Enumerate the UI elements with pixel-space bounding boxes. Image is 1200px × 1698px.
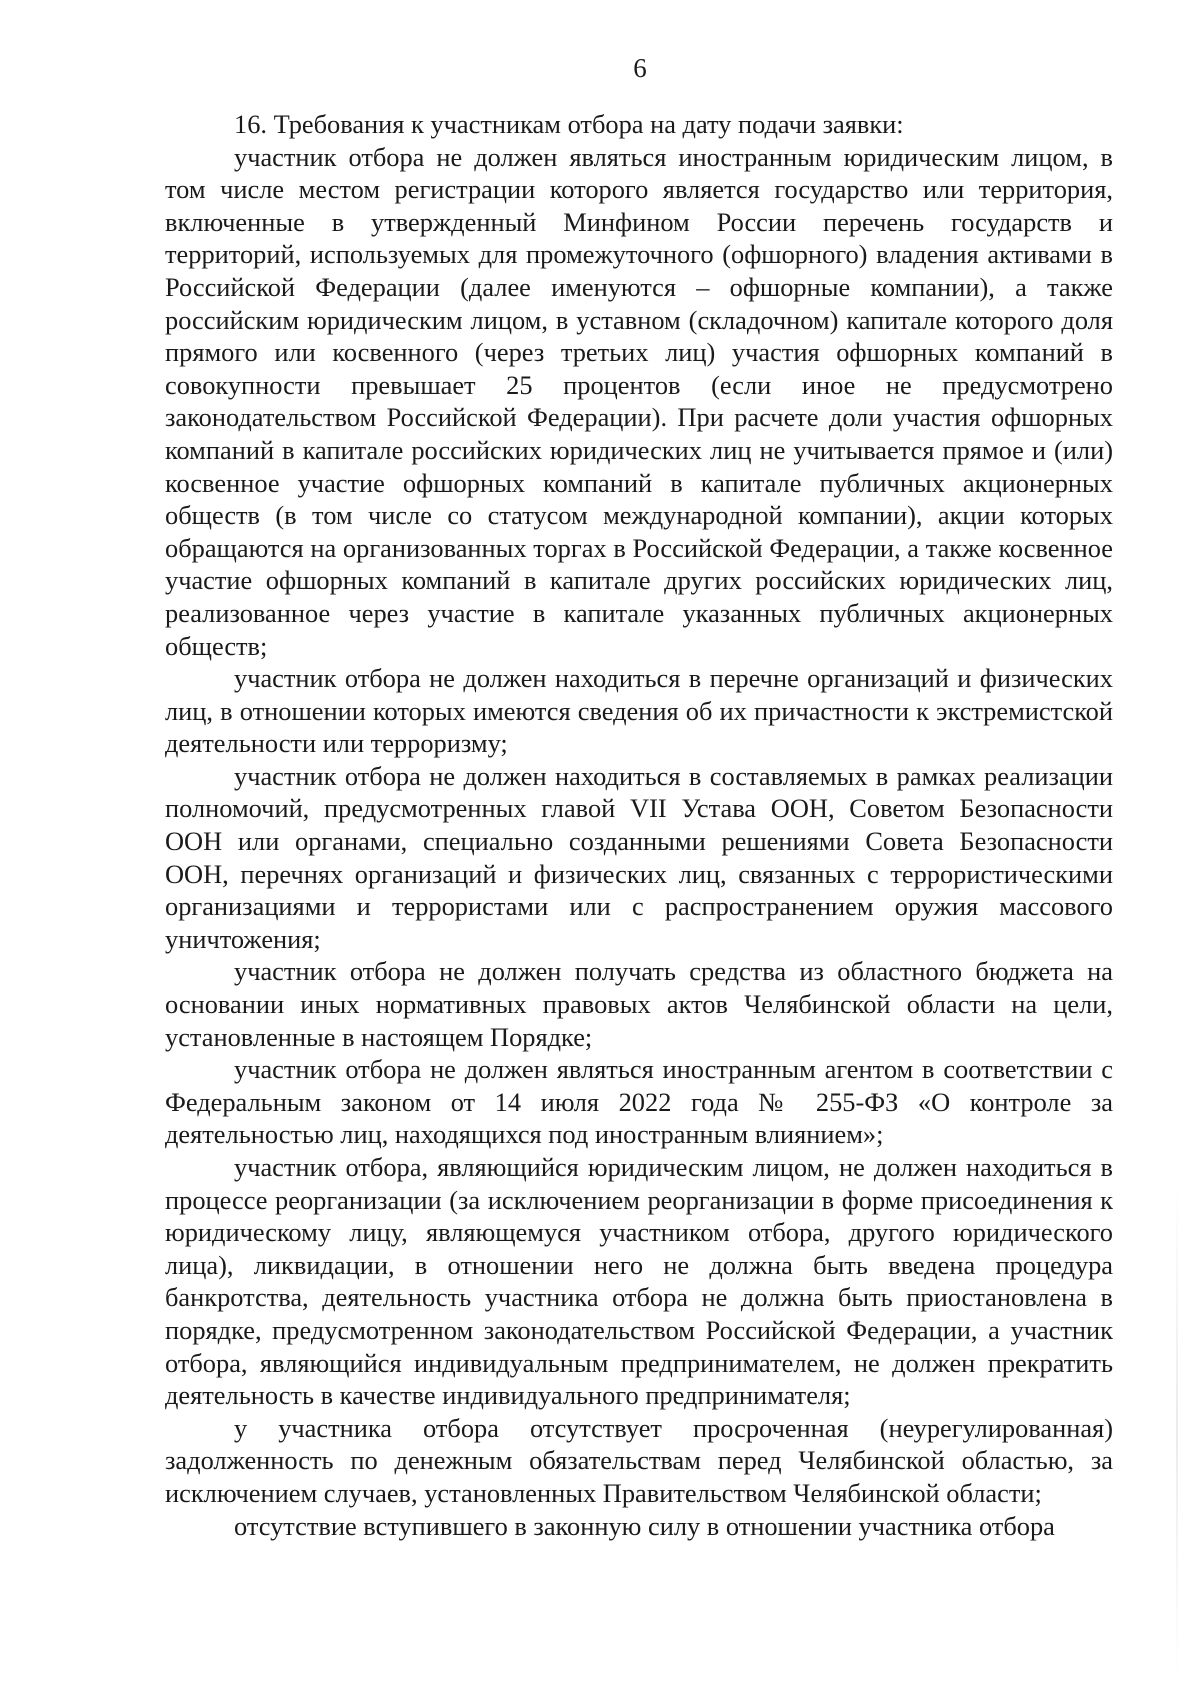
paragraph-court-decision-start: отсутствие вступившего в законную силу в отношении участника отбора (234, 1510, 1055, 1541)
paragraph-offshore-requirement: участник отбора не должен являться иностранным юридическим лицом, в том числе местом регистрации которого является государство или территория, включенные в утвержденный Минфином России перечень государств и территорий, используемых для промежуточного (офшорного) владения активами в Российской Федерации (далее именуются – офшорные компании), а также российским юридическим лицом, в уставном (складочном) капитале которого доля прямого или косвенного (через третьих лиц) участия офшорных компаний в совокупности превышает 25 процентов (если иное не предусмотрено законодательством Российской Федерации). При расчете доли участия офшорных компаний в капитале российских юридических лиц не учитывается прямое и (или) косвенное участие офшорных компаний в капитале публичных акционерных обществ (в том числе со статусом международной компании), акции которых обращаются на организованных торгах в Российской Федерации, а также косвенное участие офшорных компаний в капитале других российских юридических лиц, реализованное через участие в капитале указанных публичных акционерных обществ; (165, 141, 1113, 661)
paragraph-extremism-list: участник отбора не должен находиться в перечне организаций и физических лиц, в отношении которых имеются сведения об их причастности к экстремистской деятельности или терроризму; (165, 663, 1113, 759)
scan-edge-shadow (1176, 1180, 1178, 1680)
paragraph-overdue-debt: у участника отбора отсутствует просроченная (неурегулированная) задолженность по денежным обязательствам перед Челябинской областью, за исключением случаев, установленных Правительством Челябинской области; (165, 1412, 1113, 1508)
paragraph-regional-budget-funds: участник отбора не должен получать средства из областного бюджета на основании иных нормативных правовых актов Челябинской области на цели, установленные в настоящем Порядке; (165, 956, 1113, 1052)
document-body (165, 108, 1113, 1542)
paragraph-heading-requirements: 16. Требования к участникам отбора на дату подачи заявки: (234, 109, 904, 139)
paragraph-un-security-council-list: участник отбора не должен находиться в составляемых в рамках реализации полномочий, предусмотренных главой VII Устава ООН, Советом Безопасности ООН или органами, специально созданными решениями Совета Безопасности ООН, перечнях организаций и физических лиц, связанных с террористическими организациями и террористами или с распространением оружия массового уничтожения; (165, 760, 1113, 954)
paragraph-reorganization-liquidation: участник отбора, являющийся юридическим лицом, не должен находиться в процессе реорганизации (за исключением реорганизации в форме присоединения к юридическому лицу, являющемуся участником отбора, другого юридического лица), ликвидации, в отношении него не должна быть введена процедура банкротства, деятельность участника отбора не должна быть приостановлена в порядке, предусмотренном законодательством Российской Федерации, а участник отбора, являющийся индивидуальным предпринимателем, не должен прекратить деятельность в качестве индивидуального предпринимателя; (165, 1152, 1113, 1411)
paragraph-foreign-agent: участник отбора не должен являться иностранным агентом в соответствии с Федеральным законом от 14 июля 2022 года № 255-ФЗ «О контроле за деятельностью лиц, находящихся под иностранным влиянием»; (165, 1054, 1113, 1150)
page-number: 6 (633, 53, 647, 83)
